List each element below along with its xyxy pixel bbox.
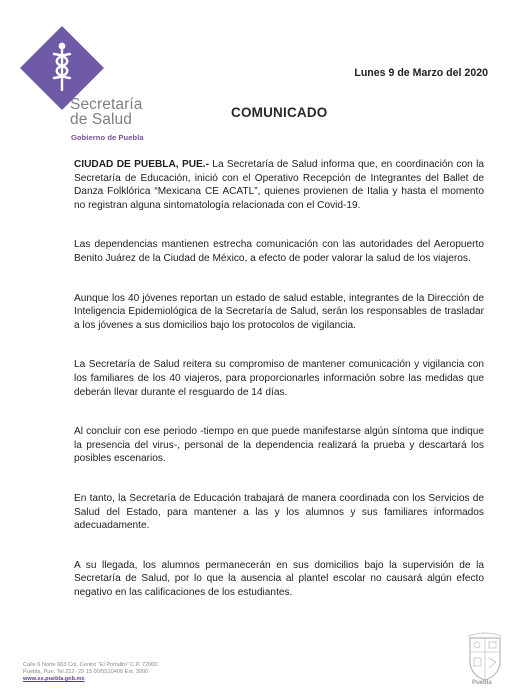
paragraph-7: A su llegada, los alumnos permanecerán en sus domicilios bajo la supervisión de la Secretaría de Salud, por lo que la ausencia al plantel escolar no causará algún efecto negativo en las calificaciones de los estudiantes. bbox=[74, 559, 484, 598]
seal-label: Puebla bbox=[472, 680, 492, 686]
footer-url-link[interactable]: www.ss.puebla.gob.mx bbox=[23, 676, 85, 683]
document-date: Lunes 9 de Marzo del 2020 bbox=[354, 67, 488, 79]
org-name bbox=[70, 97, 143, 127]
paragraph-1 bbox=[74, 158, 484, 212]
paragraph-2: Las dependencias mantienen estrecha comunicación con las autoridades del Aeropuerto Benito Juárez de la Ciudad de México, a efecto de poder valorar la salud de los viajeros. bbox=[74, 239, 484, 264]
paragraph-6: En tanto, la Secretaría de Educación trabajará de manera coordinada con los Servicios de Salud del Estado, para mantener a las y los alumnos y sus familiares informados adecuadamente. bbox=[74, 492, 484, 532]
paragraph-1-lead: CIUDAD DE PUEBLA, PUE.- bbox=[74, 159, 209, 170]
paragraph-4: La Secretaría de Salud reitera su compromiso de mantener comunicación y vigilancia con los familiares de los 40 viajeros, para proporcionarles información sobre las medidas que deberán llevar durante el resguardo de 14 días. bbox=[74, 359, 484, 398]
org-name-line2: de Salud bbox=[70, 111, 132, 128]
org-name-line1: Secretaría bbox=[70, 96, 143, 113]
document-title: COMUNICADO bbox=[231, 105, 328, 120]
paragraph-3: Aunque los 40 jóvenes reportan un estado de salud estable, integrantes de la Dirección de Inteligencia Epidemiológica de la Secretaría de Salud, serán los responsables de trasladar a los jóvenes a sus domicilios bajo los protocolos de vigilancia. bbox=[74, 292, 484, 331]
paragraph-1-text: La Secretaría de Salud informa que, en coordinación con la Secretaría de Educación, inició con el Operativo Recepción de Integrantes del Ballet de Danza Folklórica “Mexicana CE ACATL”, quienes provienen de Italia y hasta el momento no registran alguna sintomatología relacionada con el Covid-19. bbox=[74, 159, 484, 211]
footer-phone: Puebla, Pue. Tel.222- 29 15 00/5510400 Ext. 3000 bbox=[23, 669, 149, 676]
footer-address: Calle 6 Norte 603 Col. Centro “El Portalito” C.P. 72000 bbox=[23, 662, 158, 668]
state-seal-icon bbox=[466, 632, 504, 684]
footer-contact bbox=[23, 662, 323, 684]
document-body bbox=[74, 158, 484, 599]
paragraph-5: Al concluir con ese periodo -tiempo en que puede manifestarse algún síntoma que indique la presencia del virus-, personal de la dependencia realizará la prueba y descartará los posibles escenarios. bbox=[74, 426, 484, 465]
org-subtitle: Gobierno de Puebla bbox=[71, 133, 144, 142]
